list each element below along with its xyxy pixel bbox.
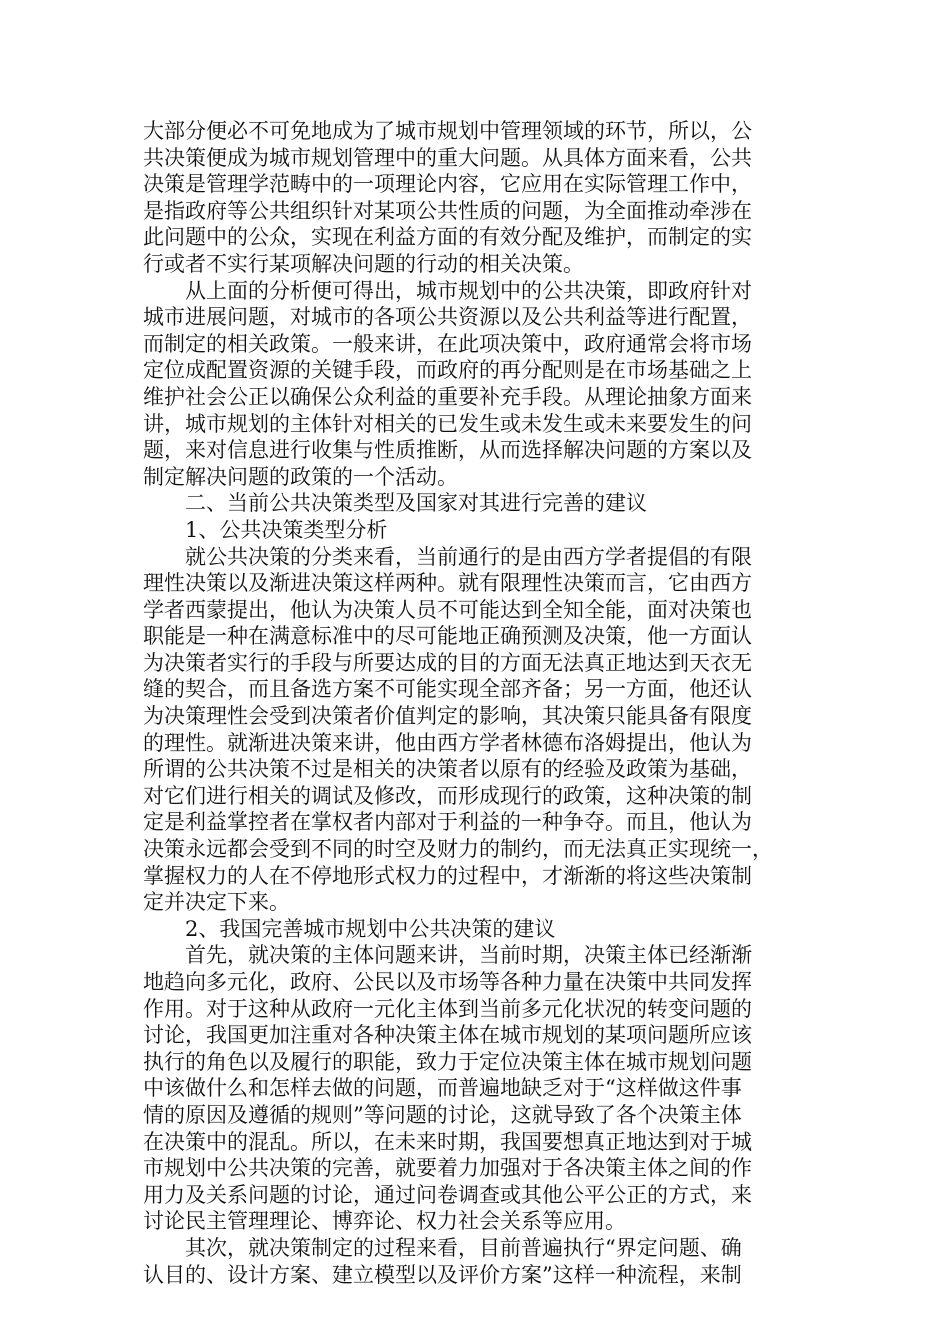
text-line: 所谓的公共决策不过是相关的决策者以原有的经验及政策为基础，	[143, 757, 752, 782]
text-line: 理性决策以及渐进决策这样两种。就有限理性决策而言，它由西方	[143, 571, 752, 596]
text-line: 定位成配置资源的关键手段，而政府的再分配则是在市场基础之上	[143, 358, 752, 383]
text-line: 地趋向多元化，政府、公民以及市场等各种力量在决策中共同发挥	[143, 970, 752, 994]
text-line: 定并决定下来。	[143, 890, 290, 915]
text-line: 二、当前公共决策类型及国家对其进行完善的建议	[185, 491, 647, 516]
text-line: 缝的契合，而且备选方案不可能实现全部齐备；另一方面，他还认	[143, 677, 752, 702]
text-line: 决策永远都会受到不同的时空及财力的制约，而无法真正实现统一，	[143, 837, 773, 862]
text-line: 中该做什么和怎样去做的问题，而普遍地缺乏对于“这样做这件事	[143, 1076, 742, 1101]
text-line: 讨论民主管理理论、博弈论、权力社会关系等应用。	[143, 1209, 626, 1234]
text-line: 大部分便必不可免地成为了城市规划中管理领域的环节，所以，公	[143, 119, 752, 143]
text-line: 作用。对于这种从政府一元化主体到当前多元化状况的转变问题的	[143, 996, 752, 1021]
text-line: 行或者不实行某项解决问题的行动的相关决策。	[143, 251, 584, 276]
text-line: 为决策理性会受到决策者价值判定的影响，其决策只能具备有限度	[143, 704, 752, 729]
body-text	[143, 118, 808, 1288]
text-line: 决策是管理学范畴中的一项理论内容，它应用在实际管理工作中，	[143, 172, 752, 197]
text-line: 认目的、设计方案、建立模型以及评价方案”这样一种流程，来制	[143, 1262, 742, 1287]
text-line: 市规划中公共决策的完善，就要着力加强对于各决策主体之间的作	[143, 1156, 752, 1181]
text-line: 为决策者实行的手段与所要达成的目的方面无法真正地达到天衣无	[143, 650, 752, 675]
text-line: 定是利益掌控者在掌权者内部对于利益的一种争夺。而且，他认为	[143, 810, 752, 835]
text-line: 讨论，我国更加注重对各种决策主体在城市规划的某项问题所应该	[143, 1023, 752, 1048]
text-line: 其次，就决策制定的过程来看，目前普遍执行“界定问题、确	[185, 1235, 742, 1260]
text-line: 维护社会公正以确保公众利益的重要补充手段。从理论抽象方面来	[143, 384, 752, 409]
text-line: 此问题中的公众，实现在利益方面的有效分配及维护，而制定的实	[143, 225, 752, 250]
text-line: 用力及关系问题的讨论，通过问卷调查或其他公平公正的方式，来	[143, 1182, 752, 1207]
text-line: 在决策中的混乱。所以，在未来时期，我国要想真正地达到对于城	[143, 1129, 752, 1154]
text-line: 情的原因及遵循的规则”等问题的讨论，这就导致了各个决策主体	[143, 1102, 742, 1127]
text-line: 的理性。就渐进决策来讲，他由西方学者林德布洛姆提出，他认为	[143, 730, 752, 755]
text-line: 题，来对信息进行收集与性质推断，从而选择解决问题的方案以及	[143, 438, 752, 463]
text-line: 2、我国完善城市规划中公共决策的建议	[185, 916, 556, 941]
text-line: 从上面的分析便可得出，城市规划中的公共决策，即政府针对	[185, 278, 752, 303]
text-line: 职能是一种在满意标准中的尽可能地正确预测及决策，他一方面认	[143, 624, 752, 649]
text-line: 掌握权力的人在不停地形式权力的过程中，才渐渐的将这些决策制	[143, 863, 752, 888]
text-line: 制定解决问题的政策的一个活动。	[143, 464, 458, 489]
text-line: 执行的角色以及履行的职能，致力于定位决策主体在城市规划问题	[143, 1049, 752, 1074]
text-line: 共决策便成为城市规划管理中的重大问题。从具体方面来看，公共	[143, 145, 752, 170]
text-line: 就公共决策的分类来看，当前通行的是由西方学者提倡的有限	[185, 544, 752, 569]
text-line: 城市进展问题，对城市的各项公共资源以及公共利益等进行配置，	[143, 305, 752, 330]
text-line: 讲，城市规划的主体针对相关的已发生或未发生或未来要发生的问	[143, 411, 752, 436]
text-line: 首先，就决策的主体问题来讲，当前时期，决策主体已经渐渐	[185, 943, 752, 968]
text-line: 1、公共决策类型分析	[185, 517, 388, 542]
text-line: 而制定的相关政策。一般来讲，在此项决策中，政府通常会将市场	[143, 331, 752, 356]
text-line: 学者西蒙提出，他认为决策人员不可能达到全知全能，面对决策也	[143, 597, 752, 622]
text-line: 是指政府等公共组织针对某项公共性质的问题，为全面推动牵涉在	[143, 198, 752, 223]
text-line: 对它们进行相关的调试及修改，而形成现行的政策，这种决策的制	[143, 783, 752, 808]
